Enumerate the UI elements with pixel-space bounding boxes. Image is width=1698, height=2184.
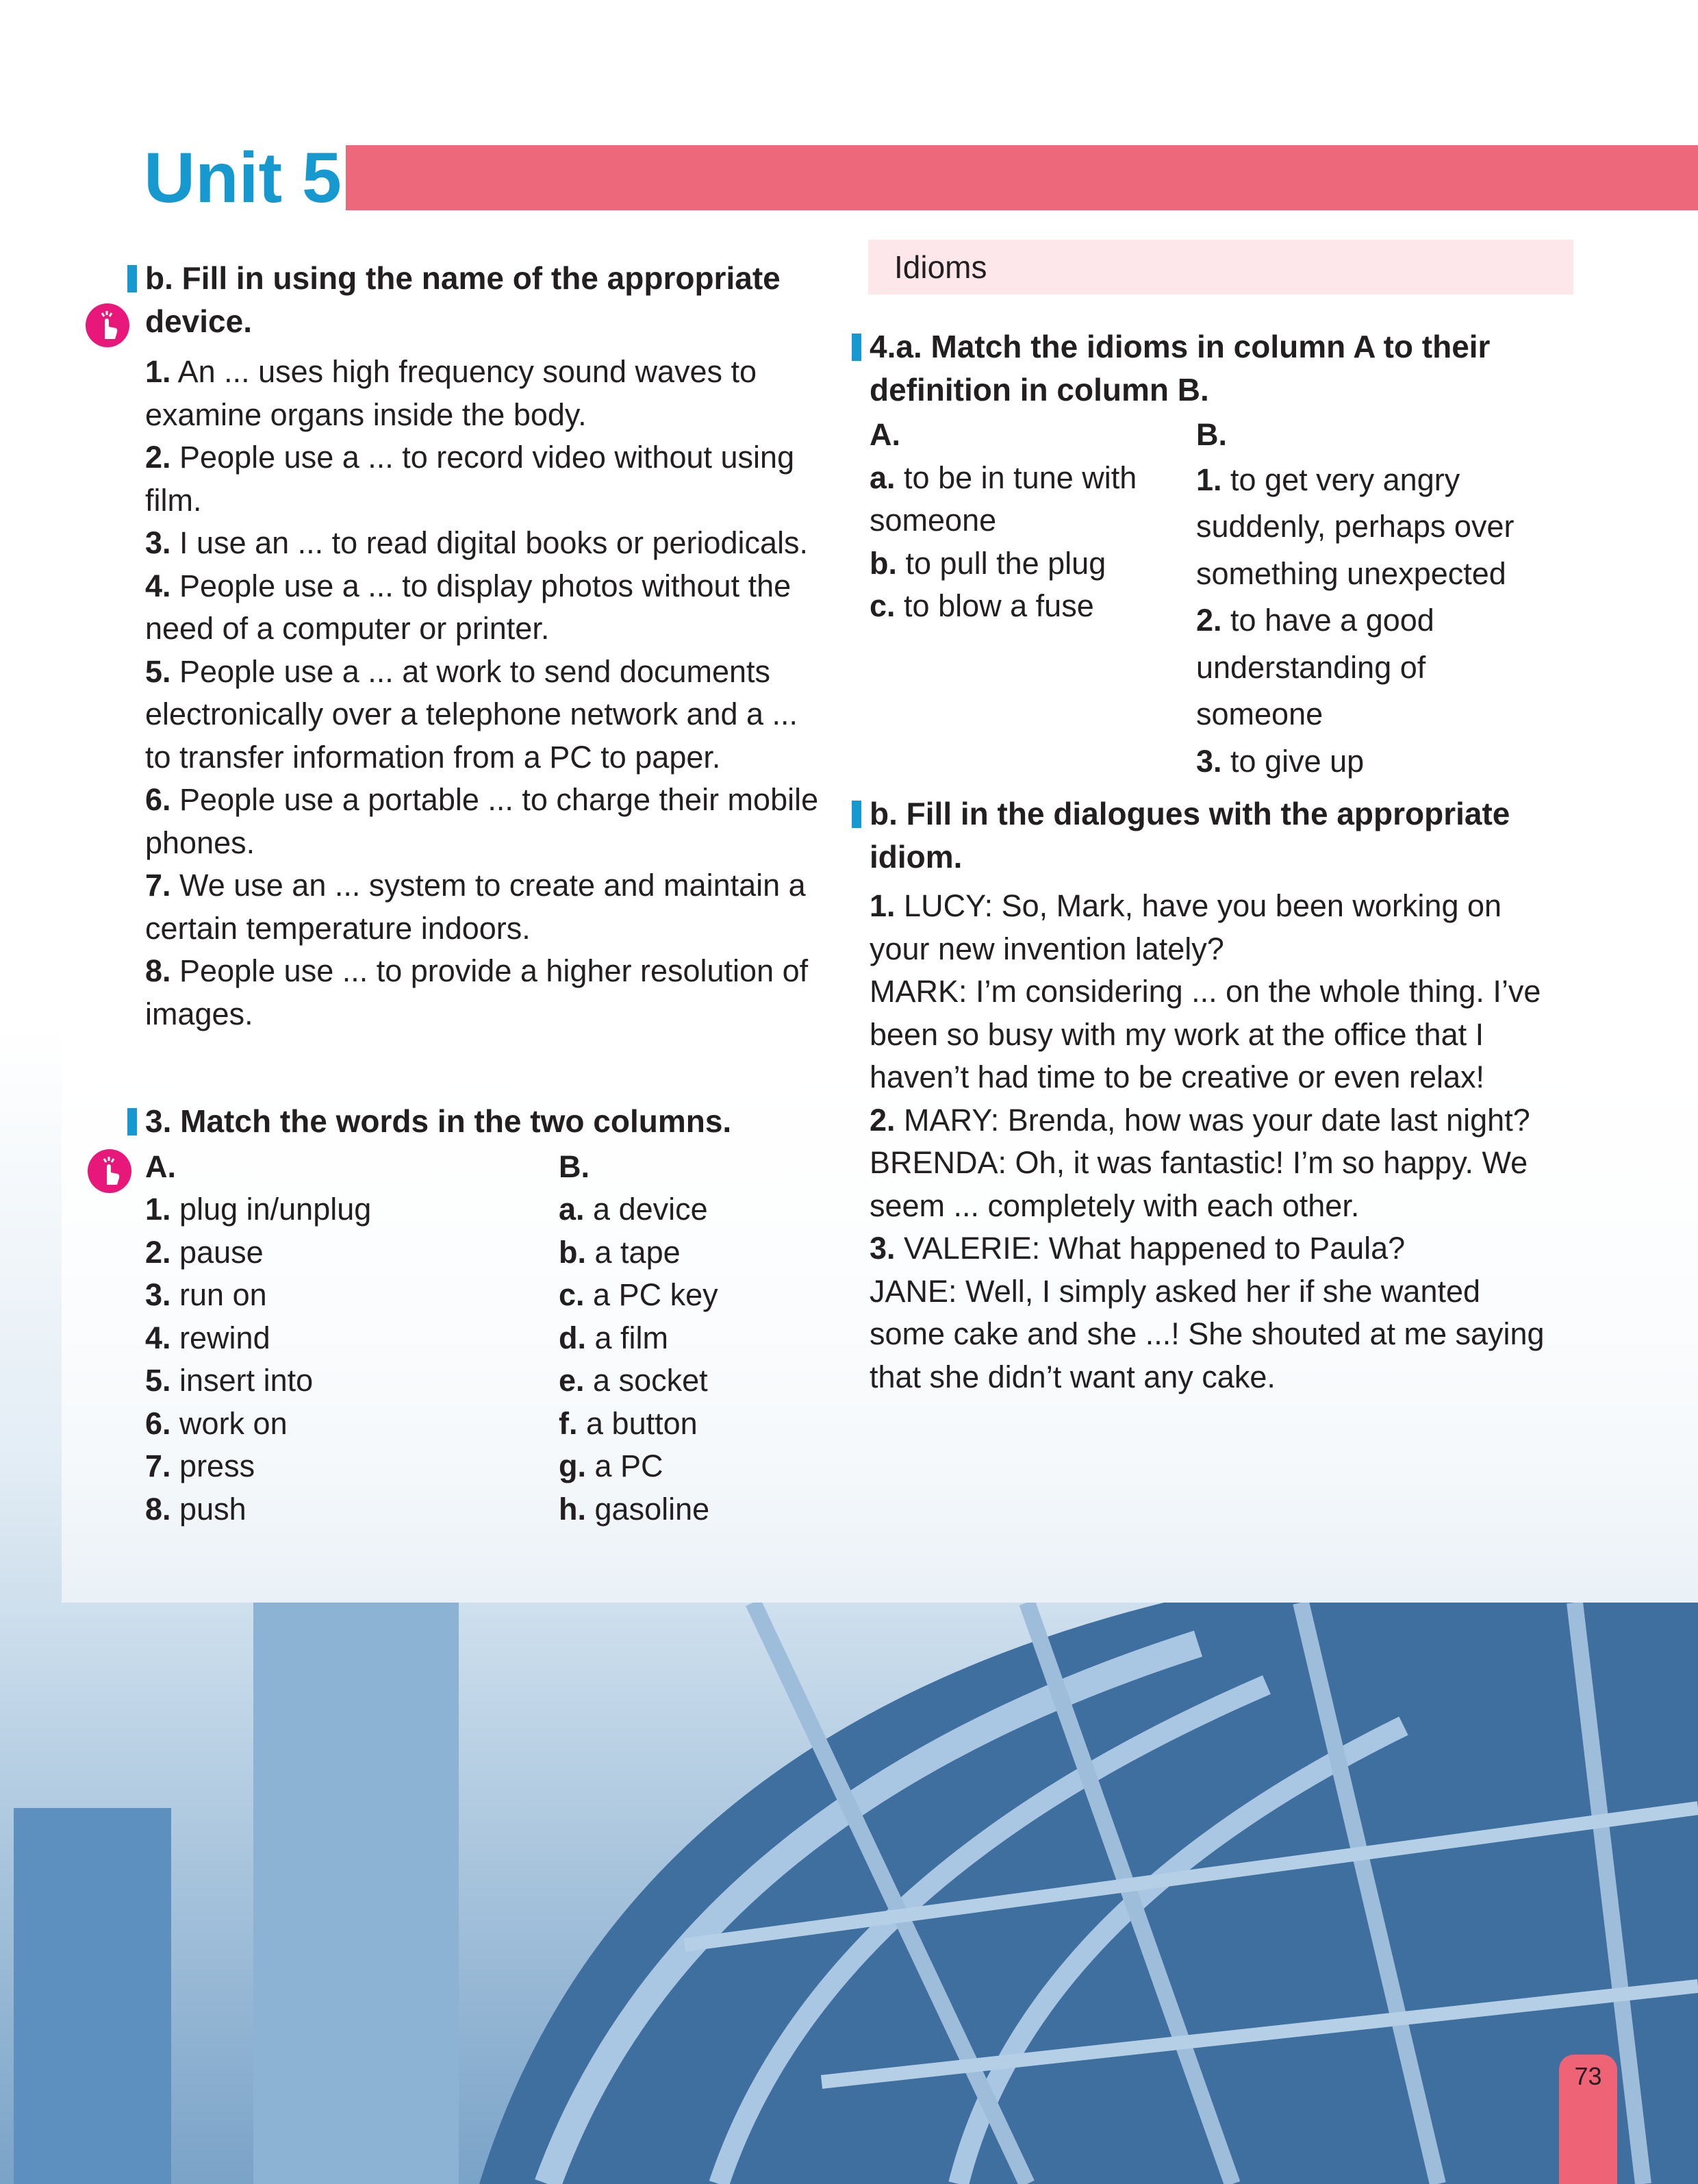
item-letter: f. [559, 1405, 578, 1441]
item-letter: b. [559, 1234, 586, 1270]
item-text: We use an ... system to create and maintain a certain temperature indoors. [145, 868, 806, 946]
list-item [559, 1317, 718, 1360]
item-text: press [179, 1448, 255, 1483]
exercise-4a [870, 325, 1568, 785]
item-number: 1. [145, 1192, 171, 1227]
list-item [145, 864, 830, 950]
column-a [145, 1146, 559, 1531]
item-number: 7. [145, 1448, 171, 1483]
exercise-2b [145, 257, 830, 1035]
dialogue [870, 885, 1561, 1099]
exercise-2b-list [145, 351, 830, 1035]
exercise-4b [870, 792, 1561, 1398]
exercise-3-heading: 3. Match the words in the two columns. [145, 1100, 830, 1143]
hand-pointer-icon [86, 303, 129, 347]
list-item [145, 1188, 559, 1231]
page-number-tab [1559, 2055, 1617, 2184]
item-number: 2. [145, 1234, 171, 1270]
item-text: a tape [594, 1234, 681, 1270]
idiom-columns [870, 414, 1568, 785]
dialogue-line: VALERIE: What happened to Paula? [904, 1231, 1406, 1266]
item-text: gasoline [594, 1491, 710, 1527]
steel-structure-photo [0, 1603, 1698, 2184]
list-item [870, 585, 1196, 628]
item-number: 2. [1196, 603, 1222, 638]
item-number: 4. [145, 1320, 171, 1355]
item-text: to get very angry suddenly, perhaps over something unexpected [1196, 462, 1515, 591]
item-letter: d. [559, 1320, 586, 1355]
item-letter: c. [559, 1277, 585, 1312]
exercise-3 [145, 1100, 830, 1531]
item-text: a PC key [593, 1277, 718, 1312]
dialogue-line: BRENDA: Oh, it was fantastic! I’m so happy. We seem ... completely with each other. [870, 1145, 1528, 1223]
column-b [559, 1146, 718, 1531]
item-number: 1. [1196, 462, 1222, 497]
item-letter: b. [870, 545, 897, 581]
dialogue-list [870, 885, 1561, 1398]
exercise-4b-heading: b. Fill in the dialogues with the appropriate idiom. [870, 792, 1561, 878]
list-item [145, 950, 830, 1035]
item-number: 3. [145, 1277, 171, 1312]
item-text: to have a good understanding of someone [1196, 603, 1434, 731]
list-item [145, 779, 830, 864]
item-letter: e. [559, 1363, 585, 1398]
dialogue-line: LUCY: So, Mark, have you been working on your new invention lately? [870, 888, 1502, 966]
column-b [1196, 414, 1552, 785]
dialogue-line: MARY: Brenda, how was your date last night? [904, 1102, 1530, 1138]
item-text: to give up [1230, 743, 1365, 779]
list-item [145, 436, 830, 522]
list-item [145, 565, 830, 651]
list-item [559, 1488, 718, 1531]
building-left [14, 1808, 171, 2184]
item-text: a socket [593, 1363, 708, 1398]
list-item [870, 542, 1196, 586]
item-number: 8. [145, 953, 171, 988]
item-letter: g. [559, 1448, 586, 1483]
list-item [559, 1188, 718, 1231]
list-item [1196, 738, 1552, 786]
column-a-label: A. [145, 1149, 176, 1184]
item-number: 5. [145, 653, 171, 689]
item-text: pause [179, 1234, 264, 1270]
item-text: plug in/unplug [179, 1192, 372, 1227]
dialogue-number: 3. [870, 1231, 896, 1266]
item-letter: h. [559, 1491, 586, 1527]
item-text: a device [593, 1192, 708, 1227]
list-item [1196, 597, 1552, 738]
column-b-label: B. [1196, 417, 1227, 452]
column-a [870, 414, 1196, 785]
dialogue-number: 2. [870, 1102, 896, 1138]
match-columns [145, 1146, 830, 1531]
item-text: An ... uses high frequency sound waves to examine organs inside the body. [145, 354, 757, 432]
item-number: 8. [145, 1491, 171, 1527]
item-text: a film [594, 1320, 669, 1355]
list-item [559, 1359, 718, 1403]
item-text: People use ... to provide a higher resolution of images. [145, 953, 809, 1031]
unit-title-bar [346, 145, 1698, 210]
building-tower [253, 1603, 459, 2184]
list-item [145, 1359, 559, 1403]
item-number: 3. [145, 525, 171, 560]
item-number: 3. [1196, 743, 1222, 779]
item-text: to be in tune with someone [870, 460, 1137, 538]
column-b-label: B. [559, 1149, 590, 1184]
item-number: 4. [145, 568, 171, 603]
item-number: 6. [145, 1405, 171, 1441]
dialogue [870, 1099, 1561, 1228]
item-text: work on [179, 1405, 288, 1441]
dialogue-line: MARK: I’m considering ... on the whole thing. I’ve been so busy with my work at the office that I haven’t had time to be creative or even relax! [870, 974, 1541, 1094]
list-item [145, 1488, 559, 1531]
list-item [145, 1403, 559, 1446]
list-item [559, 1231, 718, 1275]
list-item [145, 651, 830, 779]
item-letter: c. [870, 588, 896, 623]
item-letter: a. [559, 1192, 585, 1227]
page-number: 73 [1574, 2062, 1602, 2090]
item-text: People use a ... to record video without using film. [145, 440, 795, 518]
item-text: a PC [594, 1448, 663, 1483]
item-text: push [179, 1491, 246, 1527]
dialogue-line: JANE: Well, I simply asked her if she wanted some cake and she ...! She shouted at me saying that she didn’t want any cake. [870, 1273, 1545, 1394]
list-item [145, 1317, 559, 1360]
item-text: People use a ... at work to send documents electronically over a telephone network and a ... to transfer information from a PC to paper. [145, 653, 798, 775]
list-item [145, 522, 830, 565]
item-text: run on [179, 1277, 267, 1312]
list-item [145, 1445, 559, 1488]
item-text: People use a portable ... to charge their mobile phones. [145, 782, 819, 860]
exercise-4a-heading: 4.a. Match the idioms in column A to their definition in column B. [870, 325, 1568, 411]
list-item [559, 1445, 718, 1488]
dialogue [870, 1227, 1561, 1398]
list-item [145, 1274, 559, 1317]
item-letter: a. [870, 460, 896, 495]
exercise-2b-heading: b. Fill in using the name of the appropriate device. [145, 257, 830, 342]
list-item [559, 1403, 718, 1446]
item-text: insert into [179, 1363, 314, 1398]
column-a-label: A. [870, 417, 900, 452]
list-item [145, 351, 830, 436]
item-text: I use an ... to read digital books or periodicals. [179, 525, 809, 560]
item-number: 6. [145, 782, 171, 817]
item-text: rewind [179, 1320, 270, 1355]
item-text: to blow a fuse [904, 588, 1094, 623]
list-item [1196, 457, 1552, 598]
list-item [145, 1231, 559, 1275]
dialogue-number: 1. [870, 888, 896, 923]
item-number: 1. [145, 354, 171, 389]
item-text: People use a ... to display photos without the need of a computer or printer. [145, 568, 791, 646]
item-text: a button [586, 1405, 698, 1441]
unit-title: Unit 5 [144, 138, 342, 218]
list-item [870, 457, 1196, 542]
hand-pointer-icon [88, 1149, 131, 1193]
item-number: 2. [145, 440, 171, 475]
idioms-box-title: Idioms [868, 240, 1573, 294]
item-text: to pull the plug [905, 545, 1106, 581]
item-number: 5. [145, 1363, 171, 1398]
list-item [559, 1274, 718, 1317]
item-number: 7. [145, 868, 171, 903]
